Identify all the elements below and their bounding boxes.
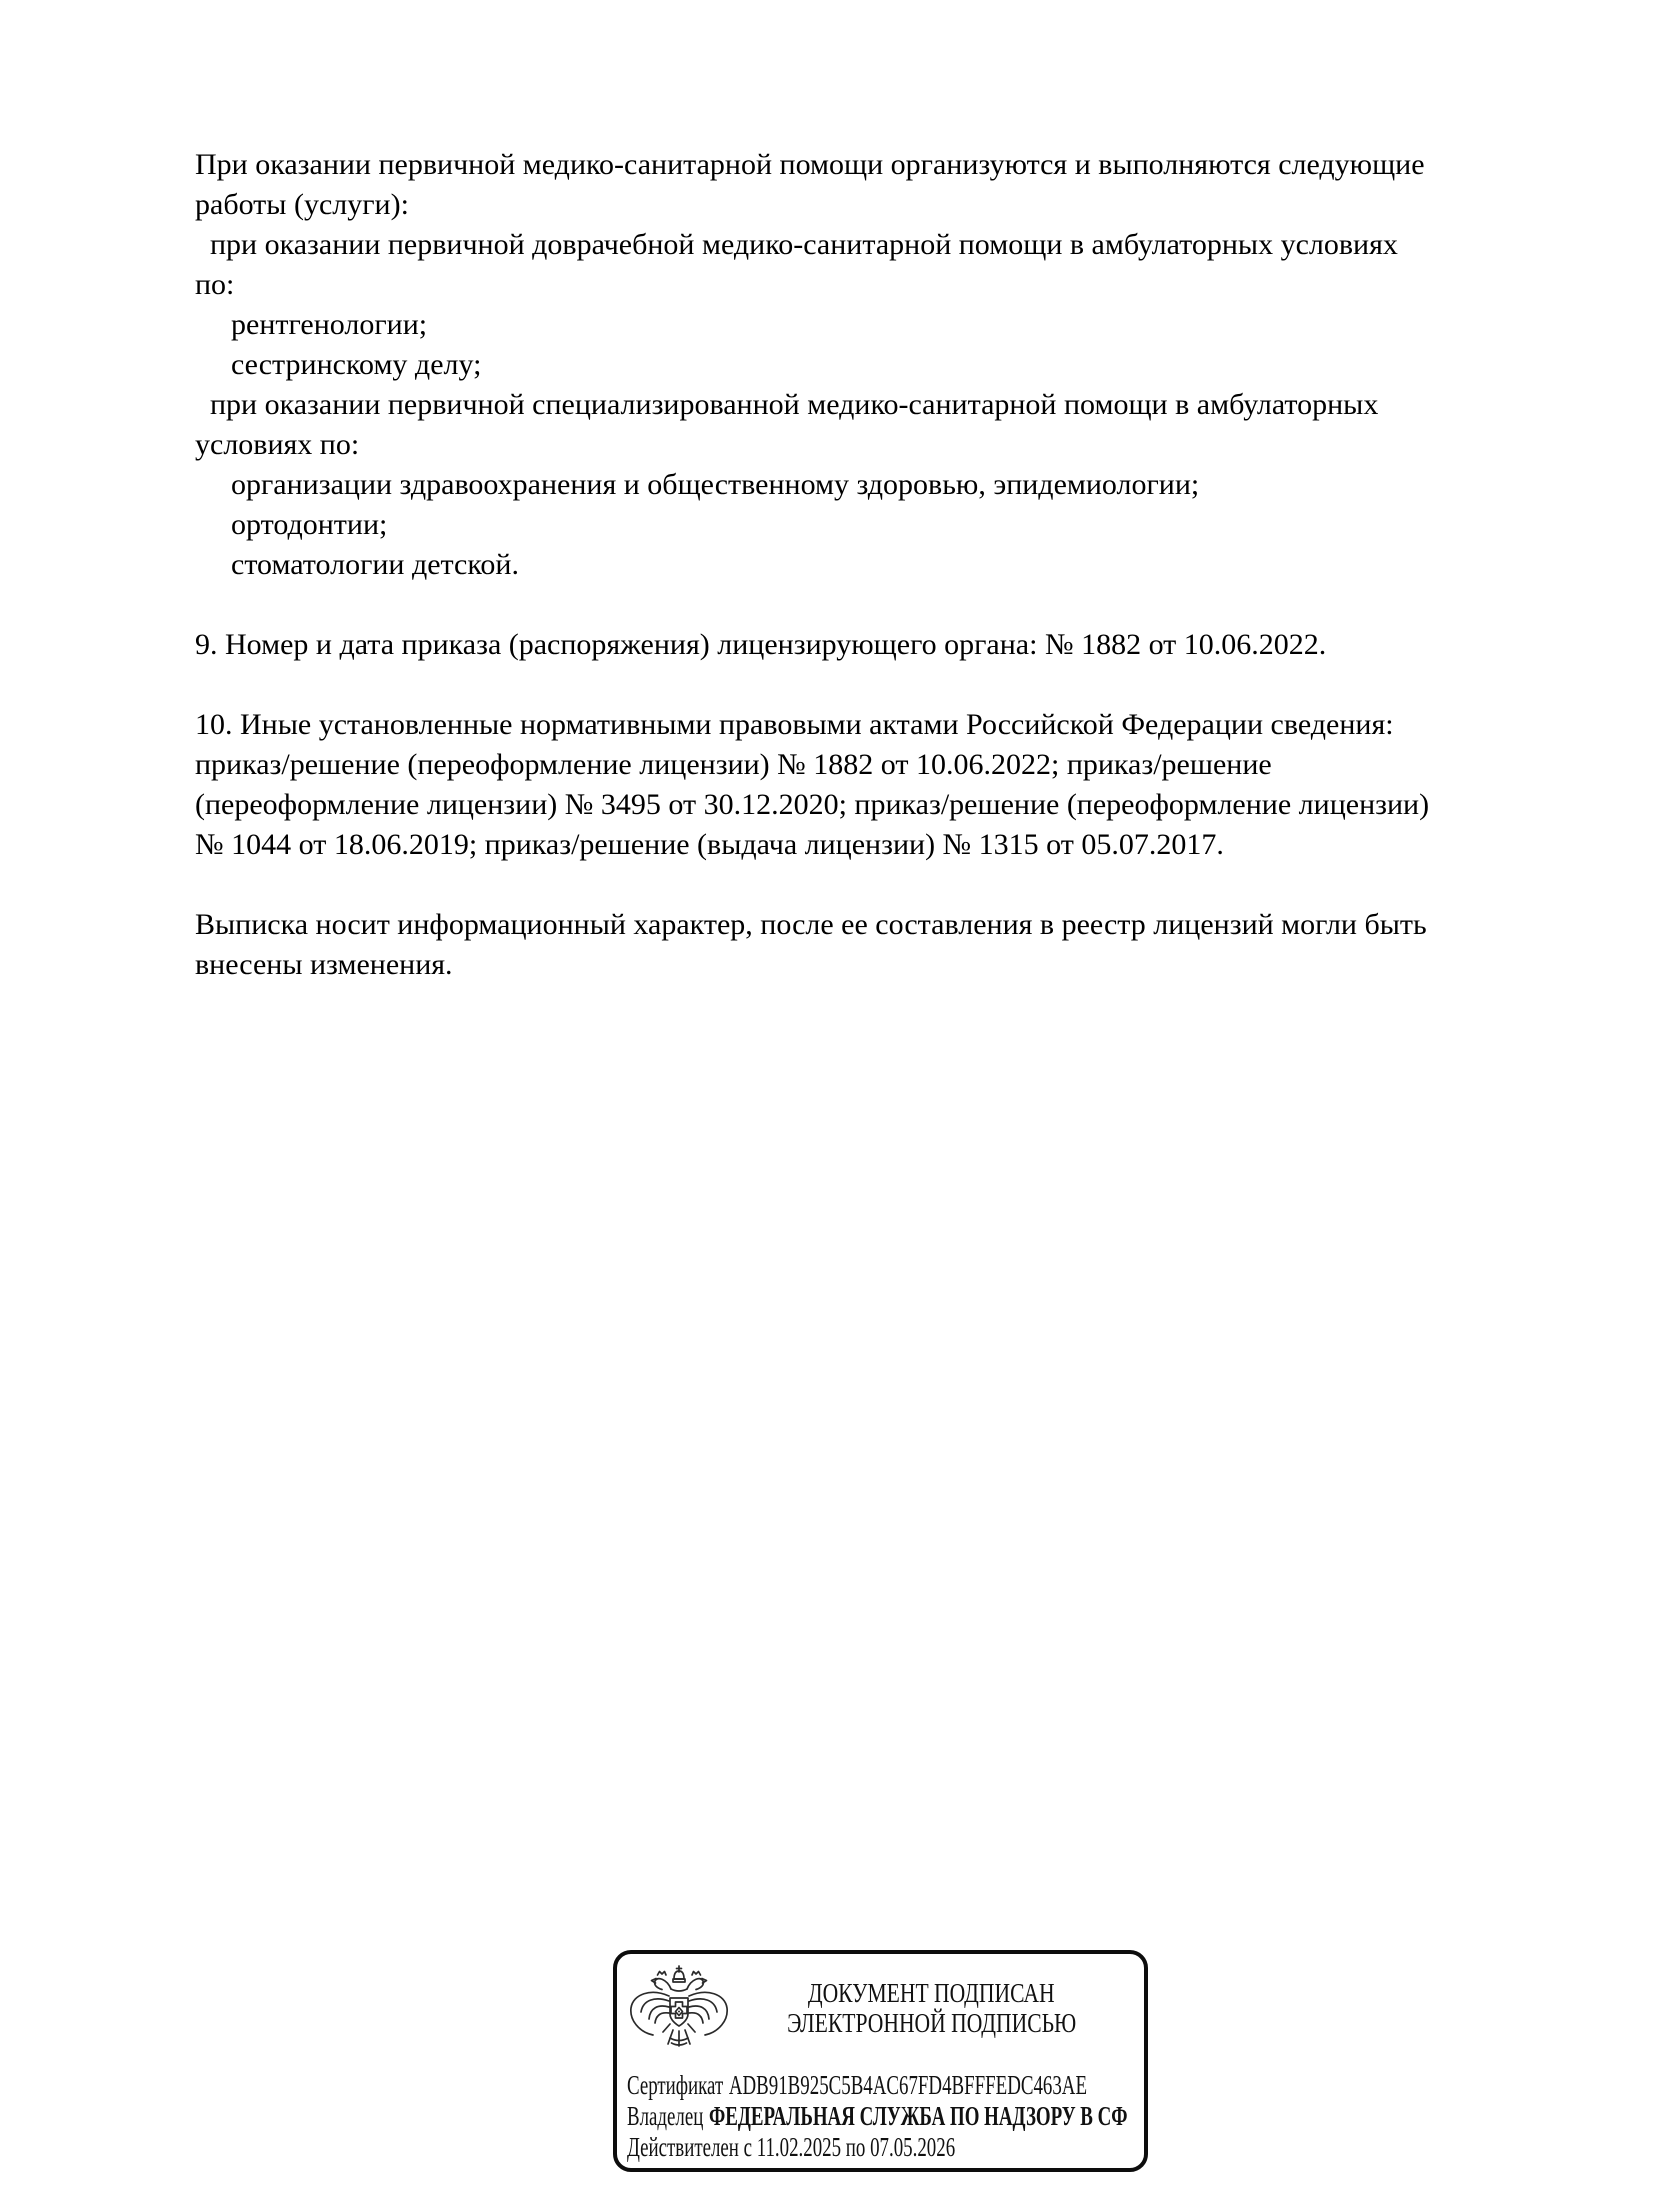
validity-line [627, 2132, 1144, 2163]
paragraph-order-number [195, 625, 1560, 665]
owner-label: Владелец [627, 2101, 704, 2131]
text-line: При оказании первичной медико-санитарной помощи организуются и выполняются следующие [195, 148, 1425, 181]
text-line: рентгенологии; [231, 308, 428, 341]
certificate-label: Сертификат [627, 2070, 724, 2100]
validity-text: Действителен с 11.02.2025 по 07.05.2026 [627, 2132, 956, 2162]
certificate-value: ADB91B925C5B4AC67FD4BFFFEDC463AE [728, 2070, 1088, 2100]
stamp-title [729, 1978, 1134, 2038]
owner-line [627, 2101, 1144, 2132]
text-line: 9. Номер и дата приказа (распоряжения) лицензирующего органа: № 1882 от 10.06.2022. [195, 628, 1327, 661]
text-line: (переоформление лицензии) № 3495 от 30.12.2020; приказ/решение (переоформление лицензии) [195, 788, 1430, 821]
owner-value: ФЕДЕРАЛЬНАЯ СЛУЖБА ПО НАДЗОРУ В СФ [709, 2101, 1128, 2131]
paragraph-services [195, 145, 1560, 585]
text-line: условиях по: [195, 428, 360, 461]
text-line: № 1044 от 18.06.2019; приказ/решение (выдача лицензии) № 1315 от 05.07.2017. [195, 828, 1224, 861]
text-line: стоматологии детской. [231, 548, 519, 581]
text-line: ортодонтии; [231, 508, 388, 541]
text-line: 10. Иные установленные нормативными правовыми актами Российской Федерации сведения: [195, 708, 1394, 741]
text-line: Выписка носит информационный характер, после ее составления в реестр лицензий могли быть [195, 908, 1427, 941]
signature-stamp [613, 1950, 1148, 2172]
text-line: сестринскому делу; [231, 348, 482, 381]
double-headed-eagle-icon [623, 1962, 735, 2066]
stamp-title-line: ЭЛЕКТРОННОЙ ПОДПИСЬЮ [786, 2008, 1077, 2038]
text-line: организации здравоохранения и общественному здоровью, эпидемиологии; [231, 468, 1200, 501]
paragraph-other-info [195, 705, 1560, 865]
text-line: приказ/решение (переоформление лицензии) № 1882 от 10.06.2022; приказ/решение [195, 748, 1272, 781]
text-line: по: [195, 268, 235, 301]
stamp-title-line: ДОКУМЕНТ ПОДПИСАН [808, 1978, 1055, 2008]
certificate-line [627, 2070, 1144, 2101]
text-line: внесены изменения. [195, 948, 453, 981]
text-line: при оказании первичной специализированной медико-санитарной помощи в амбулаторных [210, 388, 1379, 421]
text-line: при оказании первичной доврачебной медико-санитарной помощи в амбулаторных условиях [210, 228, 1398, 261]
document-body [195, 145, 1560, 1025]
paragraph-disclaimer [195, 905, 1560, 985]
text-line: работы (услуги): [195, 188, 409, 221]
stamp-details [627, 2070, 1144, 2163]
